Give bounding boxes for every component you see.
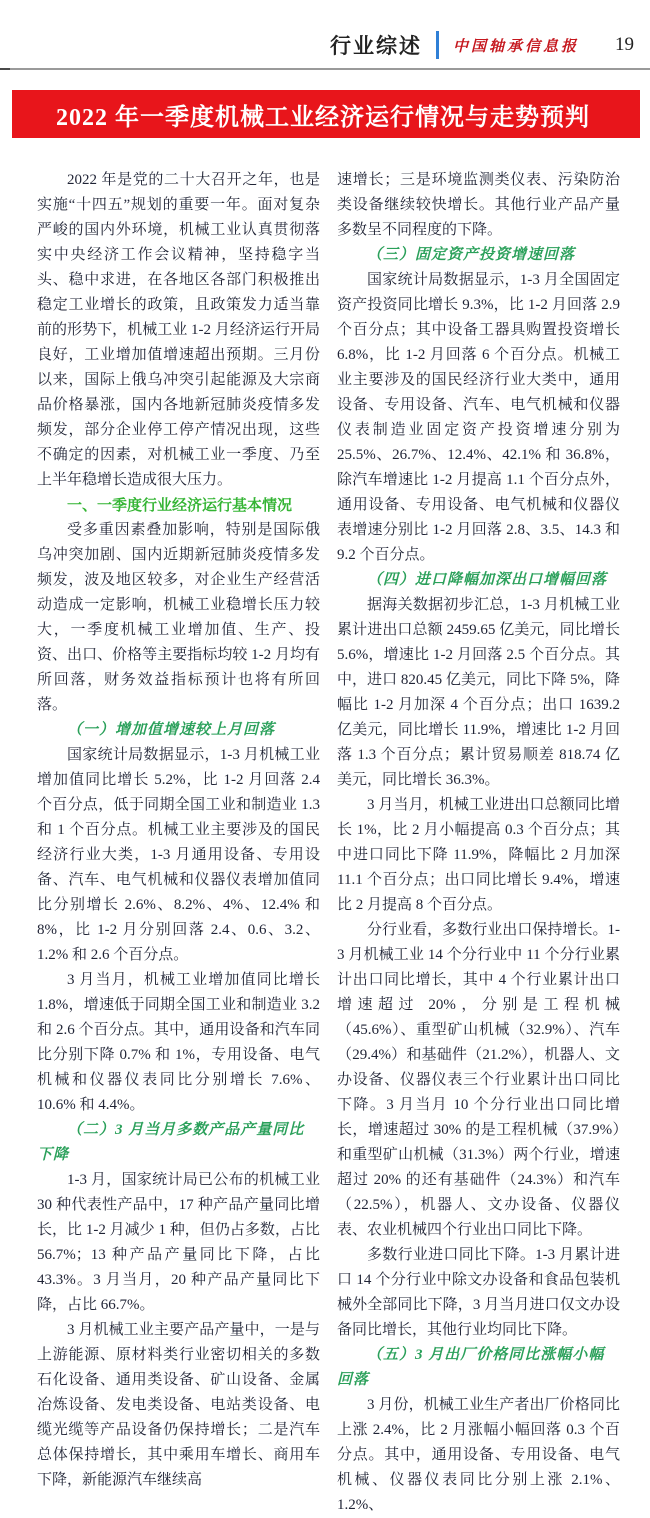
paragraph: 1-3 月，国家统计局已公布的机械工业 30 种代表性产品中，17 种产品产量同比增长，比 1-2 月减少 1 种，但仍占多数，占比 56.7%；13 种产品产量同比下降，占比 43.3%。3 月当月，20 种产品产量同比下降，占比 66.7%。 <box>37 1172 320 1313</box>
paragraph: 3 月当月，机械工业进出口总额同比增长 1%，比 2 月小幅提高 0.3 个百分点；其中进口同比下降 11.9%，降幅比 2 月加深 11.1 个百分点；出口同比增长 9.4%，增速比 2 月提高 8 个百分点。 <box>337 797 620 913</box>
sub-heading: （四）进口降幅加深出口增幅回落 <box>367 572 608 588</box>
paragraph: 3 月机械工业主要产品产量中，一是与上游能源、原材料类行业密切相关的多数石化设备、通用类设备、矿山设备、金属冶炼设备、发电类设备、电站类设备、电缆光缆等产品设备仍保持增长；二是汽车总体保持增长，其中乘用车增长、商用车下降，新能源汽车继续高 <box>37 1322 320 1488</box>
sub-heading: （五）3 月出厂价格同比涨幅小幅回落 <box>337 1347 605 1388</box>
paragraph: 2022 年是党的二十大召开之年，也是实施“十四五”规划的重要一年。面对复杂严峻的国内外环境，机械工业认真贯彻落实中央经济工作会议精神，坚持稳字当头、稳中求进，在各地区各部门积极推出稳定工业增长的政策，且政策发力适当靠前的形势下，机械工业 1-2 月经济运行开局良好，工业增加值增速超出预期。三月份以来，国际上俄乌冲突引起能源及大宗商品价格暴涨，国内各地新冠肺炎疫情多发频发，部分企业停工停产情况出现，这些不确定的因素，对机械工业一季度、乃至上半年稳增长造成很大压力。 <box>37 172 320 488</box>
paragraph: 3 月当月，机械工业增加值同比增长 1.8%，增速低于同期全国工业和制造业 3.2 和 2.6 个百分点。其中，通用设备和汽车同比分别下降 0.7% 和 1%，专用设备、电气机械和仪器仪表同比分别增长 7.6%、10.6% 和 4.4%。 <box>37 972 320 1113</box>
header-divider-bar <box>436 31 439 59</box>
section-label: 行业综述 <box>329 34 422 58</box>
article-body <box>37 168 620 1518</box>
left-column <box>37 168 320 1518</box>
article-title: 2022 年一季度机械工业经济运行情况与走势预判 <box>56 104 590 131</box>
section-heading: 一、一季度行业经济运行基本情况 <box>67 497 293 514</box>
paragraph: 据海关数据初步汇总，1-3 月机械工业累计进出口总额 2459.65 亿美元，同比增长 5.6%，增速比 1-2 月回落 2.5 个百分点。其中，进口 820.45 亿美元，同比下降 5%，降幅比 1-2 月加深 4 个百分点；出口 1639.2 亿美元，同比增长 11.9%，增速比 1-2 月回落 1.3 个百分点；累计贸易顺差 818.74 亿美元，同比增长 36.3%。 <box>337 597 620 788</box>
article-title-banner <box>12 90 640 138</box>
paragraph: 受多重因素叠加影响，特别是国际俄乌冲突加剧、国内近期新冠肺炎疫情多发频发，波及地区较多，对企业生产经营活动造成一定影响，机械工业稳增长压力较大，一季度机械工业增加值、生产、投资、出口、价格等主要指标均较 1-2 月均有所回落，财务效益指标预计也将有所回落。 <box>37 522 320 713</box>
sub-heading: （一）增加值增速较上月回落 <box>67 722 276 738</box>
paragraph: 国家统计局数据显示，1-3 月机械工业增加值同比增长 5.2%，比 1-2 月回落 2.4 个百分点，低于同期全国工业和制造业 1.3 和 1 个百分点。机械工业主要涉及的国民经济行业大类，1-3 月通用设备、专用设备、汽车、电气机械和仪器仪表增加值同比分别增长 2.6%、8.2%、4%、12.4% 和 8%，比 1-2 月分别回落 2.4、0.6、3.2、1.2% 和 2.6 个百分点。 <box>37 747 320 963</box>
paragraph: 国家统计局数据显示，1-3 月全国固定资产投资同比增长 9.3%，比 1-2 月回落 2.9 个百分点；其中设备工器具购置投资增长 6.8%，比 1-2 月回落 6 个百分点。机械工业主要涉及的国民经济行业大类中，通用设备、专用设备、汽车、电气机械和仪器仪表制造业固定资产投资增速分别为 25.5%、26.7%、12.4%、42.1% 和 36.8%，除汽车增速比 1-2 月提高 1.1 个百分点外，通用设备、专用设备、电气机械和仪器仪表增速分别比 1-2 月回落 2.8、3.5、14.3 和 9.2 个百分点。 <box>337 272 620 563</box>
sub-heading: （三）固定资产投资增速回落 <box>367 247 576 263</box>
journal-name: 中国轴承信息报 <box>452 38 579 55</box>
paragraph: 分行业看，多数行业出口保持增长。1-3 月机械工业 14 个分行业中 11 个分行业累计出口同比增长，其中 4 个行业累计出口增速超过 20%，分别是工程机械（45.6%）、重型矿山机械（32.9%）、汽车（29.4%）和基础件（21.2%），机器人、文办设备、仪器仪表三个行业累计出口同比下降。3 月当月 10 个分行业出口同比增长，增速超过 30% 的是工程机械（37.9%）和重型矿山机械（31.3%）两个行业，增速超过 20% 的还有基础件（24.3%）和汽车（22.5%），机器人、文办设备、仪器仪表、农业机械四个行业出口同比下降。 <box>337 922 620 1238</box>
paragraph: 速增长；三是环境监测类仪表、污染防治类设备继续较快增长。其他行业产品产量多数呈不同程度的下降。 <box>337 172 620 238</box>
paragraph: 多数行业进口同比下降。1-3 月累计进口 14 个分行业中除文办设备和食品包装机械外全部同比下降，3 月当月进口仅文办设备同比增长，其他行业均同比下降。 <box>337 1247 620 1338</box>
paragraph: 3 月份，机械工业生产者出厂价格同比上涨 2.4%，比 2 月涨幅小幅回落 0.3 个百分点。其中，通用设备、专用设备、电气机械、仪器仪表同比分别上涨 2.1%、1.2%、 <box>337 1397 620 1513</box>
header-right-group <box>330 30 634 60</box>
page-header <box>0 0 650 70</box>
sub-heading: （二）3 月当月多数产品产量同比下降 <box>37 1122 305 1163</box>
page-number: 19 <box>615 34 634 55</box>
right-column <box>337 168 620 1518</box>
